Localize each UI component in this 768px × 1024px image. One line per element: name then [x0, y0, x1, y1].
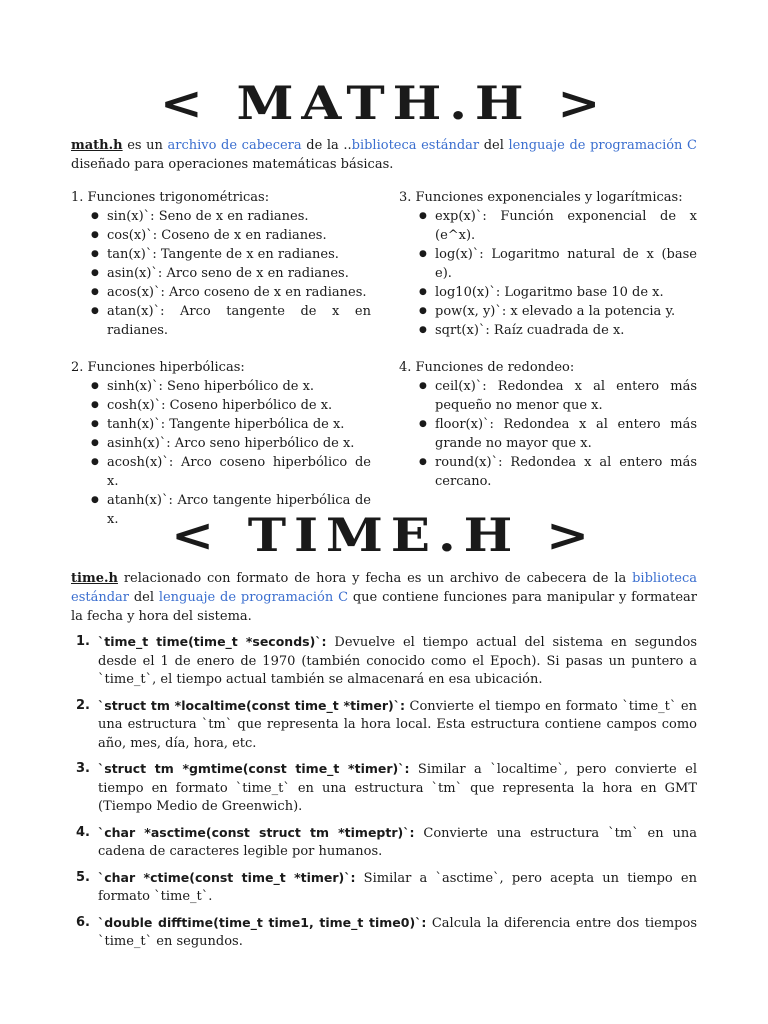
list-item: ● round(x)`: Redondea x al entero más cercano.	[421, 453, 697, 491]
function-description: Convierte una estructura `tm` en una cadena de caracteres legible por humanos.	[98, 825, 697, 859]
list-item: ● acosh(x)`: Arco coseno hiperbólico de x.	[93, 453, 371, 491]
list-item: ● atanh(x)`: Arco tangente hiperbólica de x.	[93, 491, 371, 529]
list-item: ● exp(x)`: Función exponencial de x (e^x).	[421, 207, 697, 245]
list-item	[71, 914, 697, 952]
function-group-trig	[71, 188, 371, 340]
list-item: ● cos(x)`: Coseno de x en radianes.	[93, 226, 371, 245]
time-term: time.h	[71, 571, 118, 586]
function-signature: `struct tm *localtime(const time_t *timer)`:	[98, 697, 405, 713]
function-signature: `time_t time(time_t *seconds)`:	[98, 634, 327, 649]
list-item: ● acos(x)`: Arco coseno de x en radianes.	[93, 283, 371, 302]
group-title: 1. Funciones trigonométricas:	[71, 190, 270, 205]
list-item	[71, 760, 697, 817]
list-item: ● asin(x)`: Arco seno de x en radianes.	[93, 264, 371, 283]
math-term: math.h	[71, 138, 123, 153]
item-number: 1.	[76, 634, 90, 649]
item-number: 3.	[76, 761, 90, 776]
time-title: < TIME.H >	[171, 508, 597, 562]
math-intro-text-1: es un	[122, 138, 168, 153]
function-signature: `struct tm *gmtime(const time_t *timer)`:	[98, 761, 410, 776]
list-item: ● pow(x, y)`: x elevado a la potencia y.	[421, 302, 697, 321]
link-biblioteca-estandar[interactable]: biblioteca estándar	[351, 138, 480, 153]
function-signature: `double difftime(time_t time1, time_t time0)`:	[98, 914, 427, 930]
math-intro-text-2: de la ..	[301, 138, 352, 153]
function-group-hyperbolic	[71, 358, 371, 529]
function-description: Convierte el tiempo en formato `time_t` en una estructura `tm` que representa la hora local. Esta estructura contiene campos como año, mes, día, hora, etc.	[98, 698, 697, 751]
group-title: 4. Funciones de redondeo:	[399, 360, 575, 375]
function-description: Similar a `localtime`, pero convierte el tiempo en formato `time_t` en una estructura `tm` que representa la hora en GMT (Tiempo Medio de Greenwich).	[98, 762, 697, 814]
time-intro	[71, 569, 697, 626]
list-item: ● asinh(x)`: Arco seno hiperbólico de x.	[93, 434, 371, 453]
link-lenguaje-c[interactable]: lenguaje de programación C	[508, 138, 697, 153]
group-title: 3. Funciones exponenciales y logarítmicas:	[399, 190, 683, 205]
function-group-rounding	[399, 358, 697, 491]
list-item	[71, 633, 697, 690]
list-item: ● sin(x)`: Seno de x en radianes.	[93, 207, 371, 226]
list-item	[71, 869, 697, 907]
function-signature: `char *ctime(const time_t *timer)`:	[98, 869, 356, 885]
list-item: ● atan(x)`: Arco tangente de x en radianes.	[93, 302, 371, 340]
time-intro-text-3: que contiene funciones para manipular y formatear la fecha y hora del sistema.	[71, 590, 697, 624]
list-item: ● sinh(x)`: Seno hiperbólico de x.	[93, 377, 371, 396]
list-item: ● floor(x)`: Redondea x al entero más grande no mayor que x.	[421, 415, 697, 453]
list-item: ● log10(x)`: Logaritmo base 10 de x.	[421, 283, 697, 302]
link-archivo-cabecera[interactable]: archivo de cabecera	[167, 138, 302, 153]
math-title: < MATH.H >	[159, 76, 609, 130]
link-biblioteca-estandar-time[interactable]: biblioteca estándar	[71, 571, 697, 605]
list-item: ● sqrt(x)`: Raíz cuadrada de x.	[421, 321, 697, 340]
list-item	[71, 824, 697, 862]
function-description: Devuelve el tiempo actual del sistema en segundos desde el 1 de enero de 1970 (también conocido como el Epoch). Si pasas un puntero a `time_t`, el tiempo actual también se almacenará en esa ubicación.	[98, 635, 697, 687]
item-number: 4.	[76, 824, 90, 840]
list-item: ● tan(x)`: Tangente de x en radianes.	[93, 245, 371, 264]
math-right-column	[399, 188, 697, 509]
list-item: ● log(x)`: Logaritmo natural de x (base e).	[421, 245, 697, 283]
item-number: 6.	[76, 914, 90, 930]
list-item: ● tanh(x)`: Tangente hiperbólica de x.	[93, 415, 371, 434]
math-left-column	[71, 188, 371, 547]
time-function-list	[71, 633, 697, 959]
link-lenguaje-c-time[interactable]: lenguaje de programación C	[158, 590, 349, 605]
list-item	[71, 697, 697, 754]
list-item: ● ceil(x)`: Redondea x al entero más pequeño no menor que x.	[421, 377, 697, 415]
time-intro-text-1: relacionado con formato de hora y fecha es un archivo de cabecera de la	[117, 571, 633, 586]
math-intro	[71, 136, 697, 174]
math-intro-text-4: diseñado para operaciones matemáticas básicas.	[71, 157, 394, 172]
list-item: ● cosh(x)`: Coseno hiperbólico de x.	[93, 396, 371, 415]
function-description: Calcula la diferencia entre dos tiempos `time_t` en segundos.	[98, 915, 697, 949]
function-description: Similar a `asctime`, pero acepta un tiempo en formato `time_t`.	[98, 870, 697, 904]
item-number: 5.	[76, 869, 90, 885]
function-group-exp-log	[399, 188, 697, 340]
time-intro-text-2: del	[129, 590, 159, 605]
math-intro-text-3: del	[479, 138, 509, 153]
group-title: 2. Funciones hiperbólicas:	[71, 360, 245, 375]
function-signature: `char *asctime(const struct tm *timeptr)`:	[98, 824, 415, 840]
item-number: 2.	[76, 697, 90, 713]
